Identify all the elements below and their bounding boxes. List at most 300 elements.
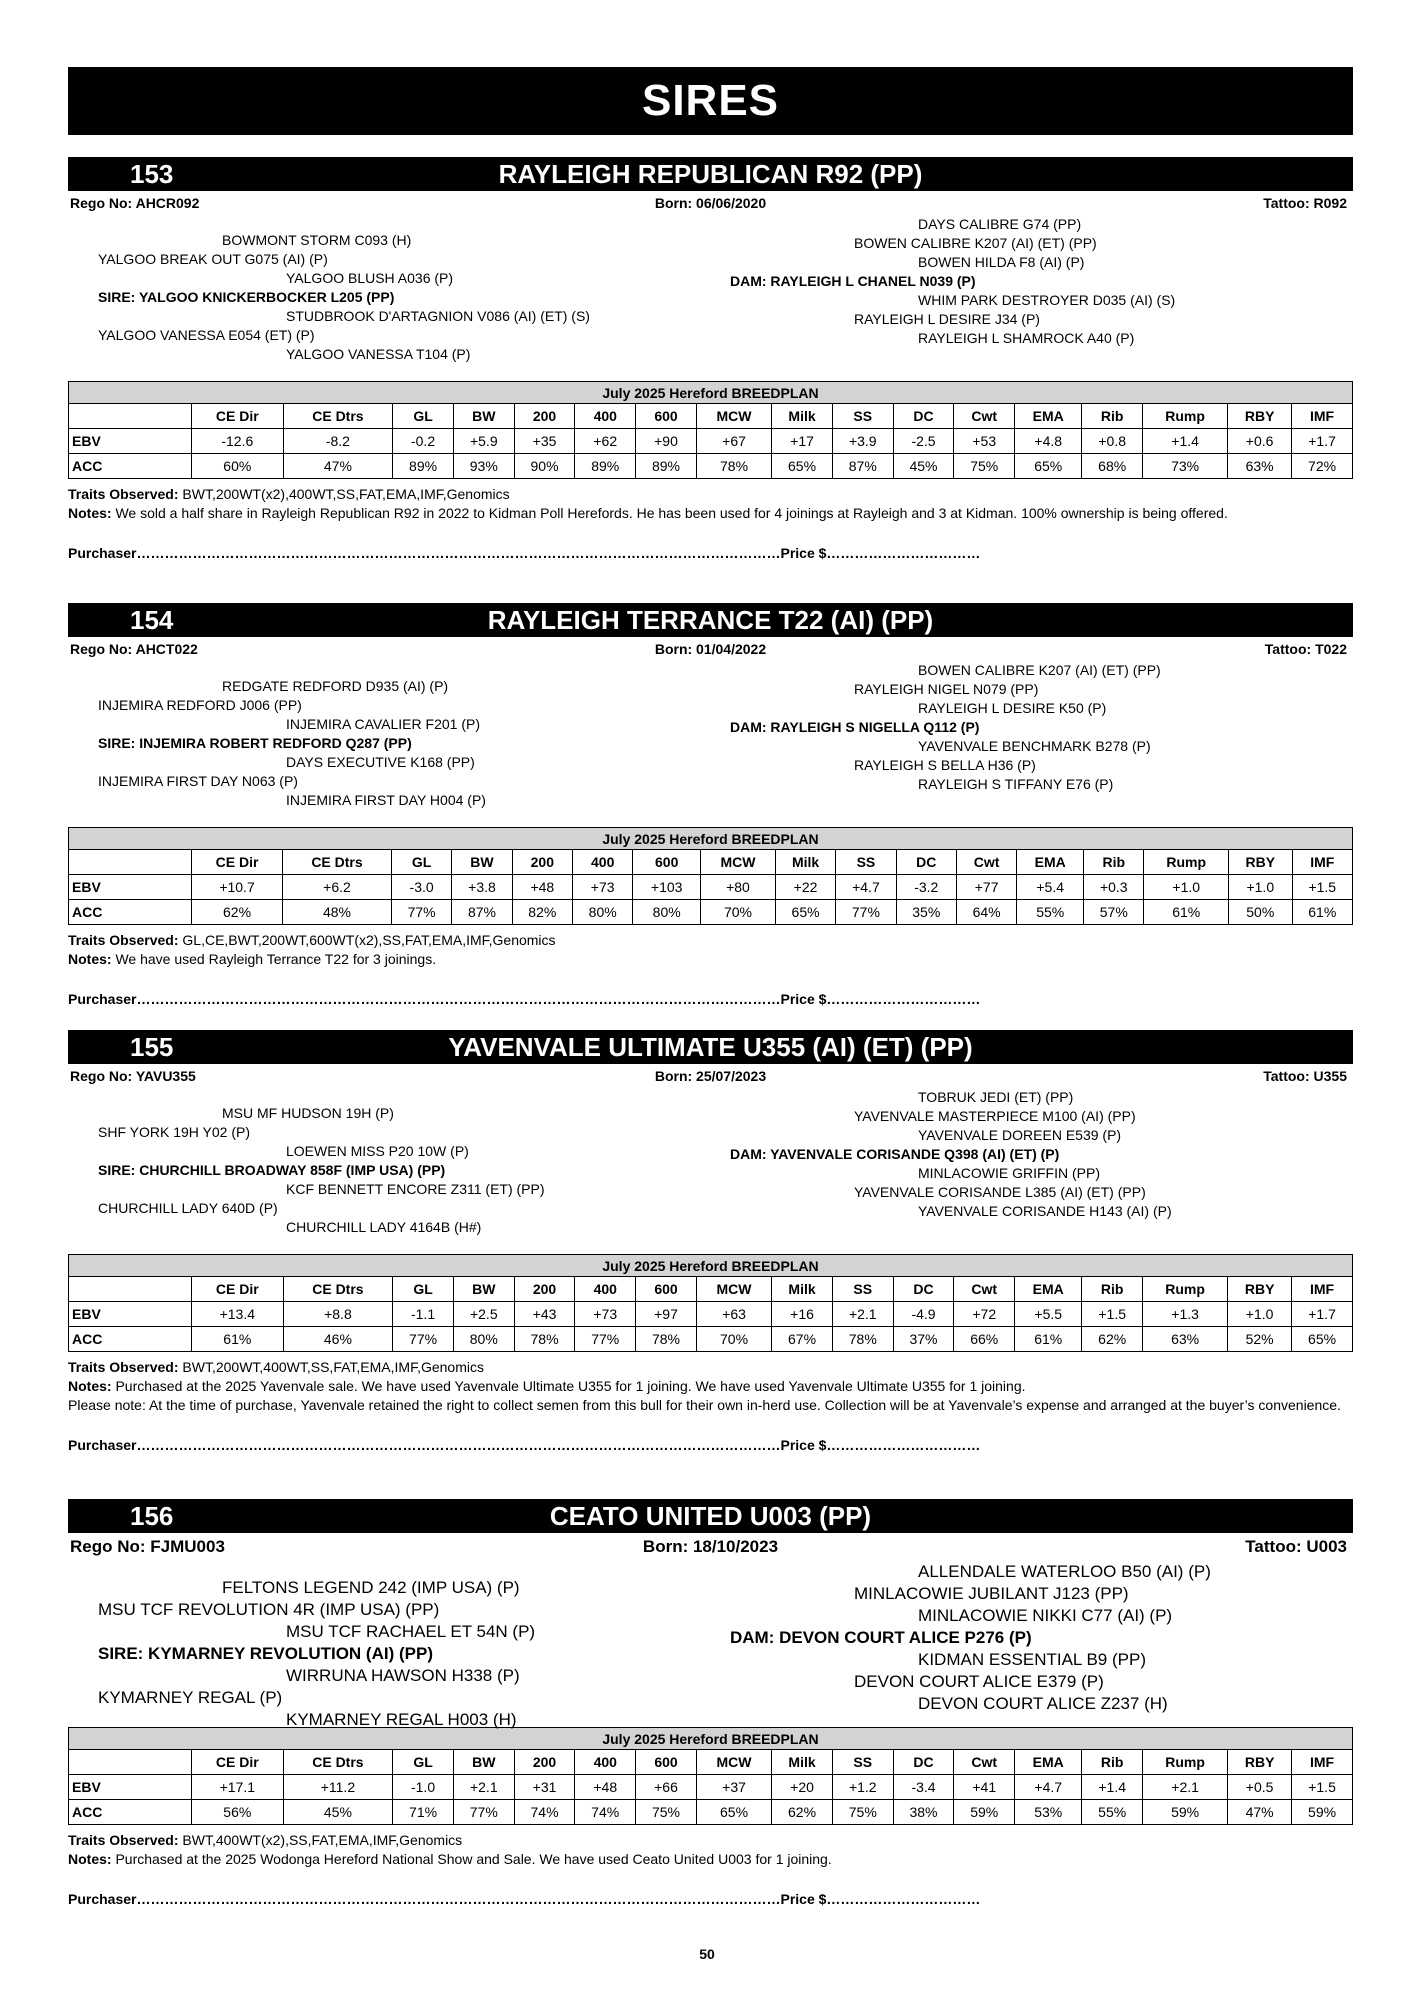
ebv-value: -2.5 [893,429,954,454]
column-header: Rib [1082,1750,1143,1775]
acc-value: 89% [575,454,636,479]
ebv-value: +0.3 [1084,875,1144,900]
acc-value: 65% [1015,454,1082,479]
dam-pedigree [730,661,1161,794]
acc-value: 62% [192,900,283,925]
column-header: 200 [514,1750,575,1775]
ebv-value: -1.1 [393,1302,454,1327]
rego-number: Rego No: AHCT022 [70,641,198,657]
column-header: BW [453,1277,514,1302]
ebv-value: +1.3 [1143,1302,1228,1327]
acc-value: 78% [636,1327,697,1352]
column-header: GL [393,1750,454,1775]
ebv-value: +3.9 [832,429,893,454]
lot-number: 155 [130,1032,174,1062]
traits-observed: BWT,200WT(x2),400WT,SS,FAT,EMA,IMF,Genomics [182,486,510,502]
pedigree-ancestor: RAYLEIGH L SHAMROCK A40 (P) [918,330,1135,346]
ebv-value: +73 [575,1302,636,1327]
header-spacer [69,1277,192,1302]
lot-header [68,1030,1353,1064]
column-header: CE Dtrs [283,1750,393,1775]
pedigree [68,1088,1353,1246]
traits-notes [68,1358,1353,1415]
lot-153 [68,157,1353,564]
dam-name: DAM: YAVENVALE CORISANDE Q398 (AI) (ET) (P) [730,1146,1060,1162]
sire-name: SIRE: CHURCHILL BROADWAY 858F (IMP USA) (PP) [98,1162,446,1178]
tattoo: Tattoo: U355 [1263,1068,1347,1084]
acc-value: 78% [696,454,771,479]
purchaser-price-line[interactable]: Purchaser…………………………………………………………………………………………………………………………Price $…………………………… [68,1437,981,1453]
sire-name: SIRE: INJEMIRA ROBERT REDFORD Q287 (PP) [98,735,412,751]
ebv-value: +1.4 [1082,1775,1143,1800]
ebv-value: +2.5 [453,1302,514,1327]
ebv-value: -3.0 [391,875,451,900]
ebv-value: +37 [696,1775,771,1800]
pedigree-ancestor: INJEMIRA REDFORD J006 (PP) [98,697,302,713]
acc-value: 35% [896,900,956,925]
column-header: EMA [1015,1277,1082,1302]
acc-value: 57% [1084,900,1144,925]
ebv-value: +0.8 [1082,429,1143,454]
ebv-value: +66 [636,1775,697,1800]
column-header: GL [391,850,451,875]
pedigree-ancestor: DEVON COURT ALICE Z237 (H) [918,1694,1168,1713]
ebv-value: +20 [772,1775,833,1800]
traits-label: Traits Observed: [68,1359,179,1375]
acc-value: 55% [1082,1800,1143,1825]
acc-value: 52% [1228,1327,1292,1352]
pedigree-ancestor: BOWEN HILDA F8 (AI) (P) [918,254,1085,270]
pedigree-ancestor: INJEMIRA FIRST DAY N063 (P) [98,773,298,789]
acc-value: 61% [1144,900,1229,925]
birth-date: Born: 06/06/2020 [654,195,767,211]
acc-value: 77% [393,1327,454,1352]
acc-value: 87% [832,454,893,479]
ebv-value: +43 [514,1302,575,1327]
ebv-value: +63 [696,1302,771,1327]
pedigree-ancestor: LOEWEN MISS P20 10W (P) [286,1143,469,1159]
pedigree [68,215,1353,373]
acc-value: 50% [1229,900,1293,925]
ebv-value: +80 [701,875,776,900]
acc-label: ACC [69,1327,192,1352]
ebv-value: +11.2 [283,1775,393,1800]
ebv-value: +35 [514,429,575,454]
ebv-value: +77 [956,875,1016,900]
lot-156 [68,1499,1353,1910]
lot-number: 154 [130,605,174,635]
acc-value: 77% [836,900,896,925]
pedigree-ancestor: YALGOO BLUSH A036 (P) [286,270,454,286]
ebv-value: +8.8 [283,1302,393,1327]
lot-number: 156 [130,1501,174,1531]
rego-number: Rego No: AHCR092 [70,195,200,211]
ebv-value: +90 [636,429,697,454]
pedigree-ancestor: FELTONS LEGEND 242 (IMP USA) (P) [222,1578,520,1597]
pedigree-ancestor: KIDMAN ESSENTIAL B9 (PP) [918,1650,1146,1669]
acc-value: 70% [701,900,776,925]
ebv-value: +48 [512,875,572,900]
pedigree [68,1561,1353,1729]
acc-value: 89% [636,454,697,479]
pedigree-ancestor: MSU MF HUDSON 19H (P) [222,1105,394,1121]
acc-value: 56% [192,1800,284,1825]
acc-value: 77% [575,1327,636,1352]
column-header: EMA [1015,1750,1082,1775]
pedigree-ancestor: CHURCHILL LADY 640D (P) [98,1200,278,1216]
traits-label: Traits Observed: [68,932,179,948]
ebv-value: +72 [954,1302,1015,1327]
ebv-value: +5.4 [1017,875,1084,900]
column-header: RBY [1228,404,1292,429]
ebv-value: +10.7 [192,875,283,900]
purchaser-price-line[interactable]: Purchaser…………………………………………………………………………………………………………………………Price $…………………………… [68,545,981,561]
pedigree-ancestor: DAYS EXECUTIVE K168 (PP) [286,754,475,770]
pedigree-ancestor: BOWEN CALIBRE K207 (AI) (ET) (PP) [854,235,1097,251]
dam-pedigree [730,215,1175,348]
acc-value: 55% [1017,900,1084,925]
pedigree-ancestor: SHF YORK 19H Y02 (P) [98,1124,250,1140]
acc-value: 72% [1292,454,1353,479]
acc-value: 71% [393,1800,454,1825]
acc-value: 45% [893,454,954,479]
acc-value: 63% [1228,454,1292,479]
column-header: 400 [575,1277,636,1302]
ebv-value: -3.4 [893,1775,954,1800]
traits-observed: GL,CE,BWT,200WT,600WT(x2),SS,FAT,EMA,IMF,Genomics [182,932,556,948]
column-header: 600 [633,850,701,875]
acc-value: 70% [696,1327,771,1352]
acc-value: 48% [283,900,392,925]
ebv-value: +1.0 [1144,875,1229,900]
acc-value: 65% [696,1800,771,1825]
ebv-value: +0.5 [1228,1775,1292,1800]
breedplan-table [68,827,1353,925]
notes-text: Purchased at the 2025 Yavenvale sale. We have used Yavenvale Ultimate U355 for 1 joining. We have used Yavenvale Ultimate U355 for 1 joining. [115,1378,1026,1394]
column-header: DC [893,1750,954,1775]
column-header: RBY [1229,850,1293,875]
sire-pedigree [98,677,486,810]
traits-notes [68,931,1353,969]
ebv-value: +6.2 [283,875,392,900]
traits-observed: BWT,200WT,400WT,SS,FAT,EMA,IMF,Genomics [182,1359,484,1375]
ebv-value: +3.8 [452,875,512,900]
ebv-label: EBV [69,1775,192,1800]
pedigree-ancestor: WIRRUNA HAWSON H338 (P) [286,1666,520,1685]
acc-value: 80% [453,1327,514,1352]
acc-value: 38% [893,1800,954,1825]
ebv-value: +16 [772,1302,833,1327]
pedigree-ancestor: YAVENVALE DOREEN E539 (P) [918,1127,1122,1143]
bull-name: RAYLEIGH REPUBLICAN R92 (PP) [498,159,923,189]
column-header: CE Dir [192,1750,284,1775]
acc-value: 65% [772,454,833,479]
column-header: CE Dir [192,1277,284,1302]
ebv-value: +62 [575,429,636,454]
column-header: SS [832,1277,893,1302]
traits-notes [68,485,1353,523]
acc-value: 89% [393,454,454,479]
sire-name: SIRE: KYMARNEY REVOLUTION (AI) (PP) [98,1644,433,1663]
ebv-value: +2.1 [453,1775,514,1800]
acc-label: ACC [69,454,192,479]
column-header: GL [393,1277,454,1302]
notes-label: Notes: [68,951,112,967]
ebv-value: +4.7 [1015,1775,1082,1800]
ebv-value: +4.8 [1015,429,1082,454]
acc-value: 65% [1292,1327,1353,1352]
header-spacer [69,404,192,429]
pedigree-ancestor: BOWMONT STORM C093 (H) [222,232,412,248]
pedigree-ancestor: MSU TCF RACHAEL ET 54N (P) [286,1622,536,1641]
dam-name: DAM: DEVON COURT ALICE P276 (P) [730,1628,1032,1647]
pedigree-ancestor: KCF BENNETT ENCORE Z311 (ET) (PP) [286,1181,545,1197]
column-header: 600 [636,404,697,429]
acc-value: 75% [636,1800,697,1825]
column-header: Milk [772,1750,833,1775]
ebv-value: +5.9 [453,429,514,454]
ebv-value: -3.2 [896,875,956,900]
column-header: Rump [1143,1277,1228,1302]
pedigree-ancestor: YAVENVALE CORISANDE H143 (AI) (P) [918,1203,1172,1219]
ebv-value: +41 [954,1775,1015,1800]
acc-value: 62% [772,1800,833,1825]
registration-line [68,1066,1353,1088]
tattoo: Tattoo: U003 [1245,1537,1347,1556]
ebv-value: -0.2 [393,429,454,454]
ebv-value: +1.5 [1292,1775,1353,1800]
acc-value: 78% [832,1327,893,1352]
birth-date: Born: 18/10/2023 [642,1537,779,1556]
ebv-label: EBV [69,1302,192,1327]
column-header: IMF [1292,1750,1353,1775]
pedigree-ancestor: STUDBROOK D'ARTAGNION V086 (AI) (ET) (S) [286,308,590,324]
pedigree-ancestor: RAYLEIGH NIGEL N079 (PP) [854,681,1039,697]
column-header: SS [832,404,893,429]
ebv-value: +1.7 [1292,1302,1353,1327]
column-header: Milk [772,1277,833,1302]
column-header: SS [832,1750,893,1775]
pedigree-ancestor: YALGOO VANESSA E054 (ET) (P) [98,327,315,343]
acc-value: 87% [452,900,512,925]
purchaser-price-line[interactable]: Purchaser…………………………………………………………………………………………………………………………Price $…………………………… [68,991,981,1007]
acc-value: 77% [391,900,451,925]
column-header: Cwt [956,850,1016,875]
extra-note: Please note: At the time of purchase, Yavenvale retained the right to collect semen from this bull for their own in-herd use. Collection will be at Yavenvale’s expense and arranged at the buyer’s convenience. [68,1397,1341,1413]
ebv-value: +17.1 [192,1775,284,1800]
ebv-value: +1.0 [1229,875,1293,900]
ebv-value: +97 [636,1302,697,1327]
pedigree-ancestor: KYMARNEY REGAL H003 (H) [286,1710,517,1729]
pedigree-ancestor: INJEMIRA CAVALIER F201 (P) [286,716,480,732]
breedplan-table [68,1727,1353,1825]
lot-155 [68,1030,1353,1456]
lot-number: 153 [130,159,174,189]
acc-value: 59% [954,1800,1015,1825]
pedigree-ancestor: YAVENVALE MASTERPIECE M100 (AI) (PP) [854,1108,1136,1124]
ebv-value: +67 [696,429,771,454]
acc-value: 68% [1082,454,1143,479]
column-header: CE Dtrs [283,850,392,875]
registration-line [68,1535,1353,1561]
column-header: CE Dir [192,404,284,429]
pedigree-ancestor: YAVENVALE CORISANDE L385 (AI) (ET) (PP) [854,1184,1146,1200]
column-header: 200 [514,1277,575,1302]
pedigree [68,661,1353,819]
column-header: Rump [1143,404,1228,429]
dam-name: DAM: RAYLEIGH L CHANEL N039 (P) [730,273,976,289]
dam-pedigree [730,1561,1211,1715]
notes-label: Notes: [68,505,112,521]
acc-value: 60% [192,454,284,479]
pedigree-ancestor: BOWEN CALIBRE K207 (AI) (ET) (PP) [918,662,1161,678]
breedplan-title: July 2025 Hereford BREEDPLAN [69,1728,1353,1750]
acc-value: 63% [1143,1327,1228,1352]
ebv-value: +1.5 [1082,1302,1143,1327]
ebv-value: +1.2 [832,1775,893,1800]
ebv-value: -12.6 [192,429,284,454]
column-header: DC [893,1277,954,1302]
sire-pedigree [98,231,590,364]
pedigree-ancestor: MINLACOWIE JUBILANT J123 (PP) [854,1584,1129,1603]
column-header: MCW [696,404,771,429]
ebv-value: +103 [633,875,701,900]
column-header: MCW [696,1750,771,1775]
column-header: Milk [775,850,835,875]
lot-header [68,1499,1353,1533]
column-header: Rib [1084,850,1144,875]
column-header: IMF [1292,404,1353,429]
ebv-value: +5.5 [1015,1302,1082,1327]
acc-value: 77% [453,1800,514,1825]
acc-label: ACC [69,900,192,925]
column-header: EMA [1015,404,1082,429]
column-header: DC [896,850,956,875]
header-spacer [69,850,192,875]
bull-name: RAYLEIGH TERRANCE T22 (AI) (PP) [487,605,934,635]
pedigree-ancestor: YAVENVALE BENCHMARK B278 (P) [918,738,1151,754]
ebv-value: -8.2 [283,429,393,454]
bull-name: CEATO UNITED U003 (PP) [549,1501,872,1531]
column-header: 600 [636,1277,697,1302]
ebv-value: +22 [775,875,835,900]
column-header: IMF [1292,850,1352,875]
traits-notes [68,1831,1353,1869]
ebv-label: EBV [69,875,192,900]
registration-line [68,639,1353,661]
pedigree-ancestor: RAYLEIGH L DESIRE J34 (P) [854,311,1040,327]
pedigree-ancestor: MINLACOWIE GRIFFIN (PP) [918,1165,1100,1181]
ebv-value: +1.7 [1292,429,1353,454]
acc-value: 74% [575,1800,636,1825]
ebv-value: +48 [575,1775,636,1800]
acc-value: 74% [514,1800,575,1825]
ebv-value: -4.9 [893,1302,954,1327]
column-header: EMA [1017,850,1084,875]
column-header: 400 [575,404,636,429]
notes-label: Notes: [68,1851,112,1867]
column-header: CE Dir [192,850,283,875]
acc-value: 62% [1082,1327,1143,1352]
pedigree-ancestor: DAYS CALIBRE G74 (PP) [918,216,1082,232]
column-header: CE Dtrs [283,404,393,429]
column-header: Cwt [954,1277,1015,1302]
acc-value: 46% [283,1327,393,1352]
column-header: Milk [772,404,833,429]
acc-value: 78% [514,1327,575,1352]
ebv-value: +1.4 [1143,429,1228,454]
page-number: 50 [699,1946,715,1962]
pedigree-ancestor: REDGATE REDFORD D935 (AI) (P) [222,678,449,694]
column-header: BW [453,1750,514,1775]
pedigree-ancestor: CHURCHILL LADY 4164B (H#) [286,1219,482,1235]
rego-number: Rego No: YAVU355 [70,1068,196,1084]
breedplan-title: July 2025 Hereford BREEDPLAN [69,382,1353,404]
pedigree-ancestor: RAYLEIGH L DESIRE K50 (P) [918,700,1107,716]
ebv-value: +0.6 [1228,429,1292,454]
notes-text: We sold a half share in Rayleigh Republican R92 in 2022 to Kidman Poll Herefords. He has been used for 4 joinings at Rayleigh and 3 at Kidman. 100% ownership is being offered. [115,505,1228,521]
acc-value: 65% [775,900,835,925]
acc-value: 66% [954,1327,1015,1352]
acc-value: 80% [633,900,701,925]
column-header: CE Dtrs [283,1277,393,1302]
lot-header [68,157,1353,191]
acc-value: 93% [453,454,514,479]
registration-line [68,193,1353,215]
pedigree-ancestor: RAYLEIGH S TIFFANY E76 (P) [918,776,1114,792]
acc-value: 61% [1015,1327,1082,1352]
header-spacer [69,1750,192,1775]
ebv-value: +73 [573,875,633,900]
bull-name: YAVENVALE ULTIMATE U355 (AI) (ET) (PP) [448,1032,973,1062]
acc-value: 75% [832,1800,893,1825]
tattoo: Tattoo: T022 [1264,641,1347,657]
acc-value: 53% [1015,1800,1082,1825]
column-header: BW [452,850,512,875]
column-header: 600 [636,1750,697,1775]
tattoo: Tattoo: R092 [1263,195,1347,211]
traits-label: Traits Observed: [68,1832,179,1848]
notes-text: We have used Rayleigh Terrance T22 for 3 joinings. [115,951,437,967]
pedigree-ancestor: YALGOO BREAK OUT G075 (AI) (P) [98,251,328,267]
column-header: MCW [701,850,776,875]
pedigree-ancestor: WHIM PARK DESTROYER D035 (AI) (S) [918,292,1176,308]
column-header: SS [836,850,896,875]
ebv-value: +1.5 [1292,875,1352,900]
acc-value: 90% [514,454,575,479]
page-title: SIRES [68,67,1353,135]
acc-value: 47% [283,454,393,479]
ebv-value: +53 [954,429,1015,454]
breedplan-table [68,1254,1353,1352]
column-header: MCW [696,1277,771,1302]
ebv-value: +1.0 [1228,1302,1292,1327]
column-header: Cwt [954,1750,1015,1775]
sire-name: SIRE: YALGOO KNICKERBOCKER L205 (PP) [98,289,395,305]
acc-value: 73% [1143,454,1228,479]
breedplan-title: July 2025 Hereford BREEDPLAN [69,1255,1353,1277]
acc-value: 82% [512,900,572,925]
pedigree-ancestor: INJEMIRA FIRST DAY H004 (P) [286,792,486,808]
purchaser-price-line[interactable]: Purchaser…………………………………………………………………………………………………………………………Price $…………………………… [68,1891,981,1907]
column-header: Rump [1144,850,1229,875]
acc-value: 61% [1292,900,1352,925]
pedigree-ancestor: KYMARNEY REGAL (P) [98,1688,283,1707]
acc-value: 59% [1292,1800,1353,1825]
column-header: RBY [1228,1750,1292,1775]
column-header: 400 [573,850,633,875]
traits-label: Traits Observed: [68,486,179,502]
